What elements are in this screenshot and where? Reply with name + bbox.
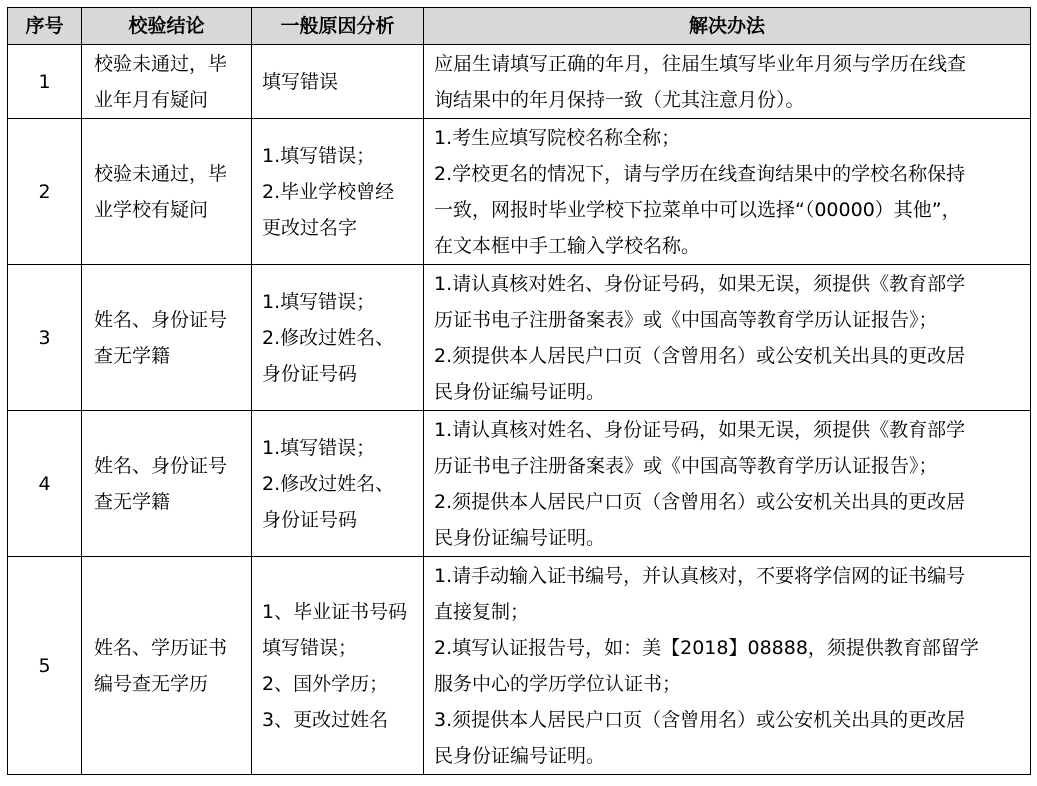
conclusion-cell [82,557,252,775]
row-number: 2 [8,119,82,265]
solution-line: 民身份证编号证明。 [434,526,606,549]
conclusion-cell [82,45,252,119]
solution-line: 1.考生应填写院校名称全称； [434,126,681,149]
conclusion-line: 校验未通过，毕 [94,52,228,75]
cause-line: 更改过名字 [262,216,358,239]
row-number: 4 [8,411,82,557]
cause-cell [252,411,424,557]
cause-line: 1.填写错误； [262,436,376,459]
solution-line: 1.请认真核对姓名、身份证号码，如果无误，须提供《教育部学 [434,418,966,441]
row-number: 3 [8,265,82,411]
solution-line: 询结果中的年月保持一致（尤其注意月份）。 [434,88,805,111]
solution-line: 3.须提供本人居民户口页（含曾用名）或公安机关出具的更改居 [434,708,966,731]
conclusion-line: 查无学籍 [94,490,171,513]
cause-line: 填写错误； [262,636,358,659]
solution-line: 应届生请填写正确的年月，往届生填写毕业年月须与学历在线查 [434,52,967,75]
solution-line: 历证书电子注册备案表》或《中国高等教育学历认证报告》； [434,454,938,477]
solution-line: 1.请认真核对姓名、身份证号码，如果无误，须提供《教育部学 [434,272,966,295]
cause-line: 2、国外学历； [262,672,389,695]
solution-line: 2.须提供本人居民户口页（含曾用名）或公安机关出具的更改居 [434,344,966,367]
cause-cell [252,265,424,411]
solution-line: 1.请手动输入证书编号，并认真核对，不要将学信网的证书编号 [434,564,966,587]
conclusion-line: 姓名、身份证号 [94,308,228,331]
conclusion-line: 姓名、学历证书 [94,636,228,659]
solution-line: 服务中心的学历学位认证书； [434,672,682,695]
table-row [8,265,1031,411]
solution-line: 直接复制； [434,600,530,623]
header-row [8,8,1031,45]
solution-line: 2.须提供本人居民户口页（含曾用名）或公安机关出具的更改居 [434,490,966,513]
solution-cell [424,557,1031,775]
header-cause: 一般原因分析 [252,8,424,45]
conclusion-cell [82,265,252,411]
header-solution: 解决办法 [424,8,1031,45]
solution-cell [424,45,1031,119]
cause-cell [252,45,424,119]
cause-line: 2.修改过姓名、 [262,472,395,495]
table-row [8,411,1031,557]
cause-line: 1、毕业证书号码 [262,600,408,623]
table-row [8,557,1031,775]
solution-line: 2.填写认证报告号，如：美【2018】08888，须提供教育部留学 [434,636,979,659]
solution-cell [424,119,1031,265]
solution-cell [424,411,1031,557]
conclusion-cell [82,411,252,557]
conclusion-line: 校验未通过，毕 [94,162,228,185]
verification-table [7,7,1031,775]
solution-cell [424,265,1031,411]
conclusion-line: 编号查无学历 [94,672,209,695]
conclusion-line: 姓名、身份证号 [94,454,228,477]
cause-line: 填写错误 [262,70,339,93]
solution-line: 一致，网报时毕业学校下拉菜单中可以选择“（00000）其他”， [434,198,961,221]
cause-line: 3、更改过姓名 [262,708,389,731]
cause-line: 身份证号码 [262,362,358,385]
cause-line: 1.填写错误； [262,290,376,313]
cause-line: 2.毕业学校曾经 [262,180,395,203]
cause-cell [252,119,424,265]
header-conclusion: 校验结论 [82,8,252,45]
table-row [8,119,1031,265]
table-row [8,45,1031,119]
conclusion-line: 查无学籍 [94,344,171,367]
conclusion-cell [82,119,252,265]
solution-line: 2.学校更名的情况下，请与学历在线查询结果中的学校名称保持 [434,162,966,185]
row-number: 1 [8,45,82,119]
cause-cell [252,557,424,775]
row-number: 5 [8,557,82,775]
header-no: 序号 [8,8,82,45]
solution-line: 历证书电子注册备案表》或《中国高等教育学历认证报告》； [434,308,938,331]
conclusion-line: 业学校有疑问 [94,198,209,221]
solution-line: 在文本框中手工输入学校名称。 [434,234,701,257]
conclusion-line: 业年月有疑问 [94,88,209,111]
solution-line: 民身份证编号证明。 [434,744,606,767]
cause-line: 2.修改过姓名、 [262,326,395,349]
cause-line: 1.填写错误； [262,144,376,167]
cause-line: 身份证号码 [262,508,358,531]
solution-line: 民身份证编号证明。 [434,380,606,403]
